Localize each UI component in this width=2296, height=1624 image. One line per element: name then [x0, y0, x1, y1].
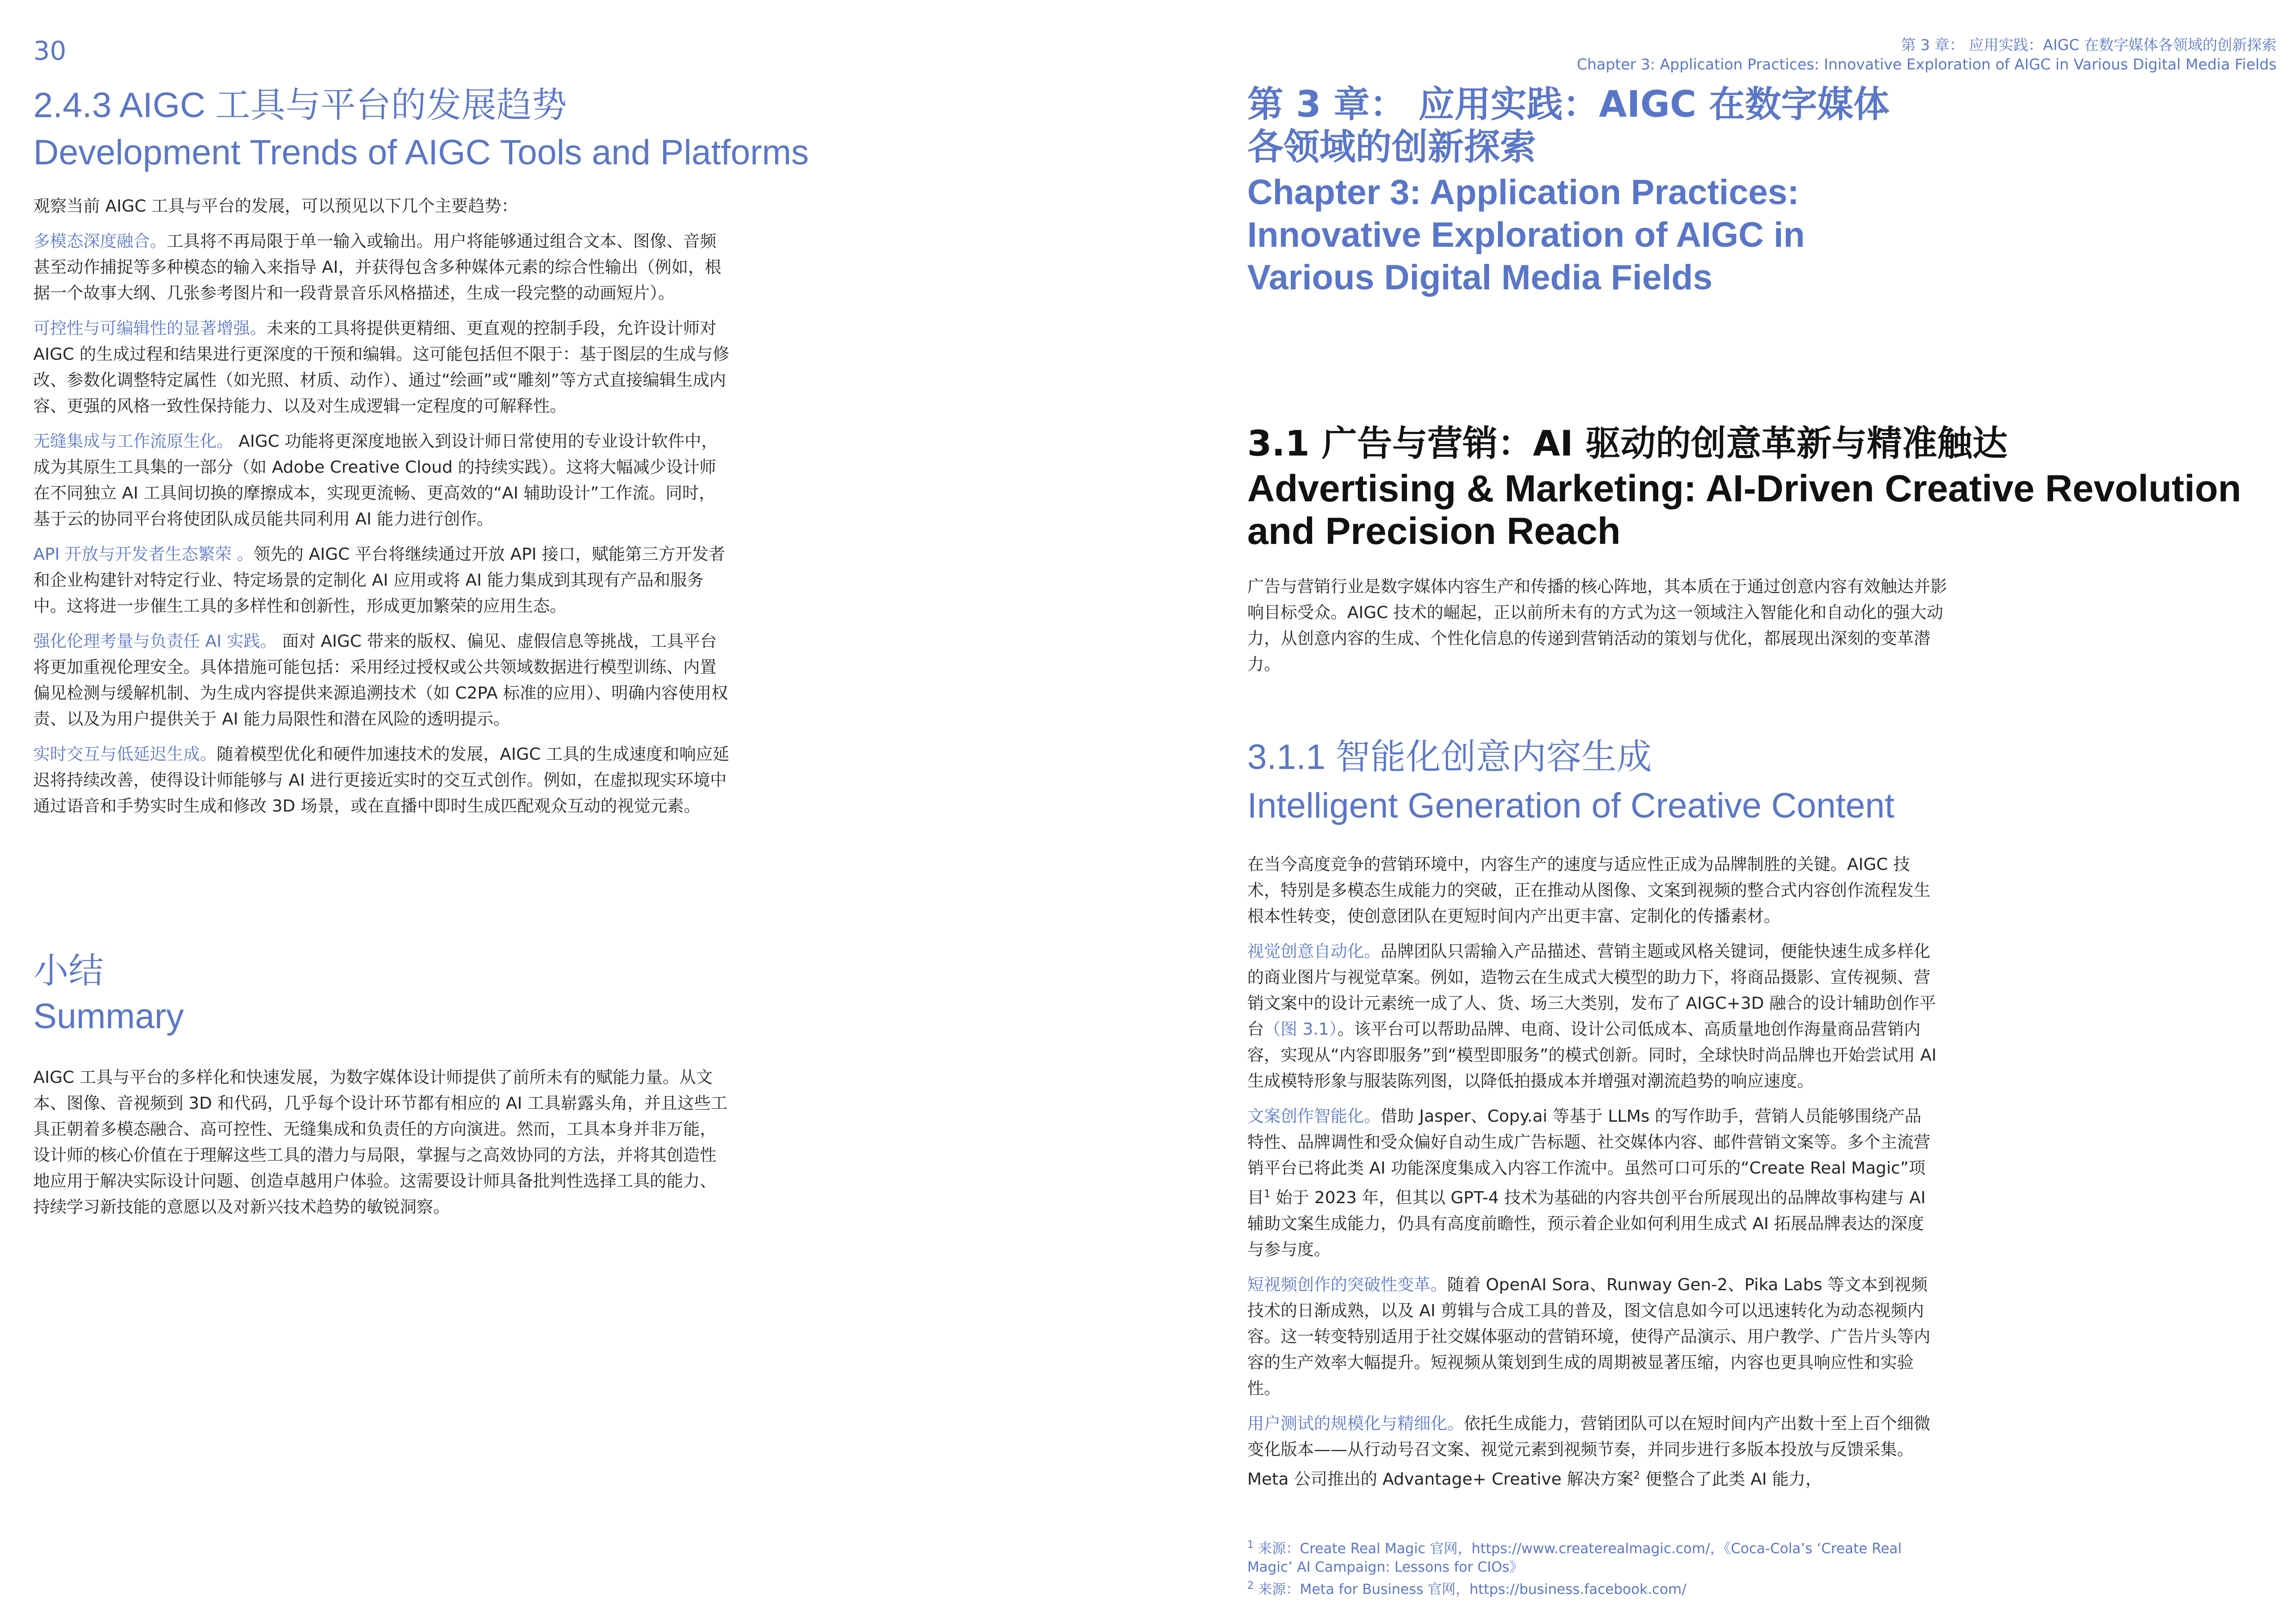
trend-item: [33, 742, 732, 819]
trend-lead: 可控性与可编辑性的显著增强。: [33, 319, 267, 338]
chapter-title-cn: 第 3 章： 应用实践：AIGC 在数字媒体各领域的创新探索: [1247, 84, 1890, 168]
footnote-number: 2: [1247, 1580, 1254, 1592]
item-text: 依托生成能力，营销团队可以在短时间内产出数十至上百个细微变化版本——从行动号召文案、视觉元素到视频节奏，并同步进行多版本投放与反馈采集。Meta 公司推出的 Advantage+ Creative 解决方案: [1247, 1414, 1931, 1489]
item-lead: 用户测试的规模化与精细化。: [1247, 1414, 1464, 1433]
trend-item: [33, 429, 732, 532]
trend-text: 面对 AIGC 带来的版权、偏见、虚假信息等挑战，工具平台将更加重视伦理安全。具体措施可能包括：采用经过授权或公共领域数据进行模型训练、内置偏见检测与缓解机制、为生成内容提供来源追溯技术（如 C2PA 标准的应用）、明确内容使用权责、以及为用户提供关于 AI 能力局限性和潜在风险的透明提示。: [33, 632, 728, 729]
item-text: 。该平台可以帮助品牌、电商、设计公司低成本、高质量地创作海量商品营销内容，实现从“内容即服务”到“模型即服务”的模式创新。同时，全球快时尚品牌也开始尝试用 AI 生成模特形象与服装陈列图，以降低拍摄成本并增强对潮流趋势的响应速度。: [1247, 1020, 1937, 1091]
subsection-intro: 在当今高度竞争的营销环境中，内容生产的速度与适应性正成为品牌制胜的关键。AIGC 技术，特别是多模态生成能力的突破，正在推动从图像、文案到视频的整合式内容创作流程发生根本性转变，使创意团队在更短时间内产出更丰富、定制化的传播素材。: [1247, 855, 1931, 926]
running-head-cn: 第 3 章： 应用实践：AIGC 在数字媒体各领域的创新探索: [1901, 36, 2277, 54]
trend-item: [33, 542, 732, 619]
trend-item: [33, 316, 732, 419]
trend-text: 领先的 AIGC 平台将继续通过开放 API 接口，赋能第三方开发者和企业构建针对特定行业、特定场景的定制化 AI 应用或将 AI 能力集成到其现有产品和服务中。这将进一步催生工具的多样性和创新性，形成更加繁荣的应用生态。: [33, 545, 725, 616]
figure-reference[interactable]: （图 3.1）: [1264, 1020, 1338, 1039]
subsection-body: [1247, 852, 1937, 1502]
section-heading-cn: 2.4.3 AIGC 工具与平台的发展趋势: [33, 86, 567, 125]
trend-lead: 实时交互与低延迟生成。: [33, 745, 217, 764]
item-lead: 视觉创意自动化。: [1247, 942, 1381, 961]
trend-text: 未来的工具将提供更精细、更直观的控制手段，允许设计师对 AIGC 的生成过程和结果进行更深度的干预和编辑。这可能包括但不限于：基于图层的生成与修改、参数化调整特定属性（如光照、材质、动作）、通过“绘画”或“雕刻”等方式直接编辑生成内容、更强的风格一致性保持能力、以及对生成逻辑一定程度的可解释性。: [33, 319, 729, 416]
item-lead: 文案创作智能化。: [1247, 1107, 1381, 1126]
section-heading-en: Development Trends of AIGC Tools and Platforms: [33, 133, 809, 172]
footnote-text[interactable]: 来源：Create Real Magic 官网，https://www.createrealmagic.com/，《Coca-Cola’s ‘Create Real Magic’ AI Campaign: Lessons for CIOs》: [1247, 1541, 1902, 1575]
footnote-marker[interactable]: 2: [1633, 1470, 1640, 1481]
item-text: 便整合了此类 AI 能力，: [1640, 1470, 1823, 1489]
trend-item: [33, 229, 732, 306]
item-text: 随着 OpenAI Sora、Runway Gen-2、Pika Labs 等文本到视频技术的日渐成熟，以及 AI 剪辑与合成工具的普及，图文信息如今可以迅速转化为动态视频内容。这一转变特别适用于社交媒体驱动的营销环境，使得产品演示、用户教学、广告片头等内容的生产效率大幅提升。短视频从策划到生成的周期被显著压缩，内容也更具响应性和实验性。: [1247, 1275, 1931, 1398]
intro-paragraph: 观察当前 AIGC 工具与平台的发展，可以预见以下几个主要趋势：: [33, 197, 518, 216]
footnote: [1247, 1536, 1928, 1577]
page-number: 30: [33, 36, 67, 66]
list-item: [1247, 1104, 1937, 1263]
item-lead: 短视频创作的突破性变革。: [1247, 1275, 1448, 1294]
footnote: [1247, 1577, 1928, 1599]
summary-heading-cn: 小结: [33, 951, 104, 991]
chapter-title-en: Chapter 3: Application Practices: Innovative Exploration of AIGC in Various Digital Media Fields: [1247, 173, 1805, 297]
trend-lead: 无缝集成与工作流原生化。: [33, 432, 234, 451]
list-item: [1247, 1411, 1937, 1493]
footnote-text[interactable]: 来源：Meta for Business 官网，https://business.facebook.com/: [1254, 1581, 1686, 1598]
item-text: 借助 Jasper、Copy.ai 等基于 LLMs 的写作助手，营销人员能够围绕产品特性、品牌调性和受众偏好自动生成广告标题、社交媒体内容、邮件营销文案等。多个主流营销平台已将此类 AI 功能深度集成入内容工作流中。虽然可口可乐的“Create Real Magic”项目: [1247, 1107, 1931, 1207]
subsection-heading-cn: 3.1.1 智能化创意内容生成: [1247, 737, 1652, 777]
item-text: 品牌团队只需输入产品描述、营销主题或风格关键词，便能快速生成多样化的商业图片与视觉草案。例如，造物云在生成式大模型的助力下，将商品摄影、宣传视频、营销文案中的设计元素统一成了人、货、场三大类别，发布了 AIGC+3D 融合的设计辅助创作平台: [1247, 942, 1936, 1039]
item-text: 始于 2023 年，但其以 GPT-4 技术为基础的内容共创平台所展现出的品牌故事构建与 AI 辅助文案生成能力，仍具有高度前瞻性，预示着企业如何利用生成式 AI 拓展品牌表达的深度与参与度。: [1247, 1188, 1926, 1259]
footnotes: [1247, 1536, 1928, 1599]
list-item: [1247, 1272, 1937, 1402]
trend-item: [33, 629, 732, 732]
section-title-en: Advertising & Marketing: AI-Driven Creative Revolution and Precision Reach: [1247, 468, 2241, 552]
summary-paragraph: AIGC 工具与平台的多样化和快速发展，为数字媒体设计师提供了前所未有的赋能力量。从文本、图像、音视频到 3D 和代码，几乎每个设计环节都有相应的 AI 工具崭露头角，并且这些工具正朝着多模态融合、高可控性、无缝集成和负责任的方向演进。然而，工具本身并非万能，设计师的核心价值在于理解这些工具的潜力与局限，掌握与之高效协同的方法，并将其创造性地应用于解决实际设计问题、创造卓越用户体验。这需要设计师具备批判性选择工具的能力、持续学习新技能的意愿以及对新兴技术趋势的敏锐洞察。: [33, 1068, 728, 1217]
running-head-en: Chapter 3: Application Practices: Innovative Exploration of AIGC in Various Digital Media Fields: [1577, 56, 2277, 73]
trend-lead: 强化伦理考量与负责任 AI 实践。: [33, 632, 277, 651]
trend-text: 随着模型优化和硬件加速技术的发展，AIGC 工具的生成速度和响应延迟将持续改善，使得设计师能够与 AI 进行更接近实时的交互式创作。例如，在虚拟现实环境中通过语音和手势实时生成和修改 3D 场景，或在直播中即时生成匹配观众互动的视觉元素。: [33, 745, 729, 816]
running-head: [1577, 35, 2277, 74]
trend-lead: 多模态深度融合。: [33, 232, 167, 251]
section-intro-paragraph: 广告与营销行业是数字媒体内容生产和传播的核心阵地，其本质在于通过创意内容有效触达并影响目标受众。AIGC 技术的崛起，正以前所未有的方式为这一领域注入智能化和自动化的强大动力，从创意内容的生成、个性化信息的传递到营销活动的策划与优化，都展现出深刻的变革潜力。: [1247, 577, 1948, 674]
trend-text: AIGC 功能将更深度地嵌入到设计师日常使用的专业设计软件中，成为其原生工具集的一部分（如 Adobe Creative Cloud 的持续实践）。这将大幅减少设计师在不同独立 AI 工具间切换的摩擦成本，实现更流畅、更高效的“AI 辅助设计”工作流。同时，基于云的协同平台将使团队成员能共同利用 AI 能力进行创作。: [33, 432, 718, 529]
footnote-marker[interactable]: 1: [1264, 1188, 1271, 1200]
summary-heading-en: Summary: [33, 997, 184, 1036]
subsection-heading-en: Intelligent Generation of Creative Content: [1247, 786, 1895, 825]
footnote-number: 1: [1247, 1539, 1254, 1551]
list-item: [1247, 939, 1937, 1094]
section-title-cn: 3.1 广告与营销：AI 驱动的创意革新与精准触达: [1247, 423, 2008, 464]
trends-list: [33, 229, 732, 829]
trend-lead: API 开放与开发者生态繁荣 。: [33, 545, 254, 564]
trend-text: 工具将不再局限于单一输入或输出。用户将能够通过组合文本、图像、音频甚至动作捕捉等多种模态的输入来指导 AI，并获得包含多种媒体元素的综合性输出（例如，根据一个故事大纲、几张参考图片和一段背景音乐风格描述，生成一段完整的动画短片）。: [33, 232, 722, 303]
